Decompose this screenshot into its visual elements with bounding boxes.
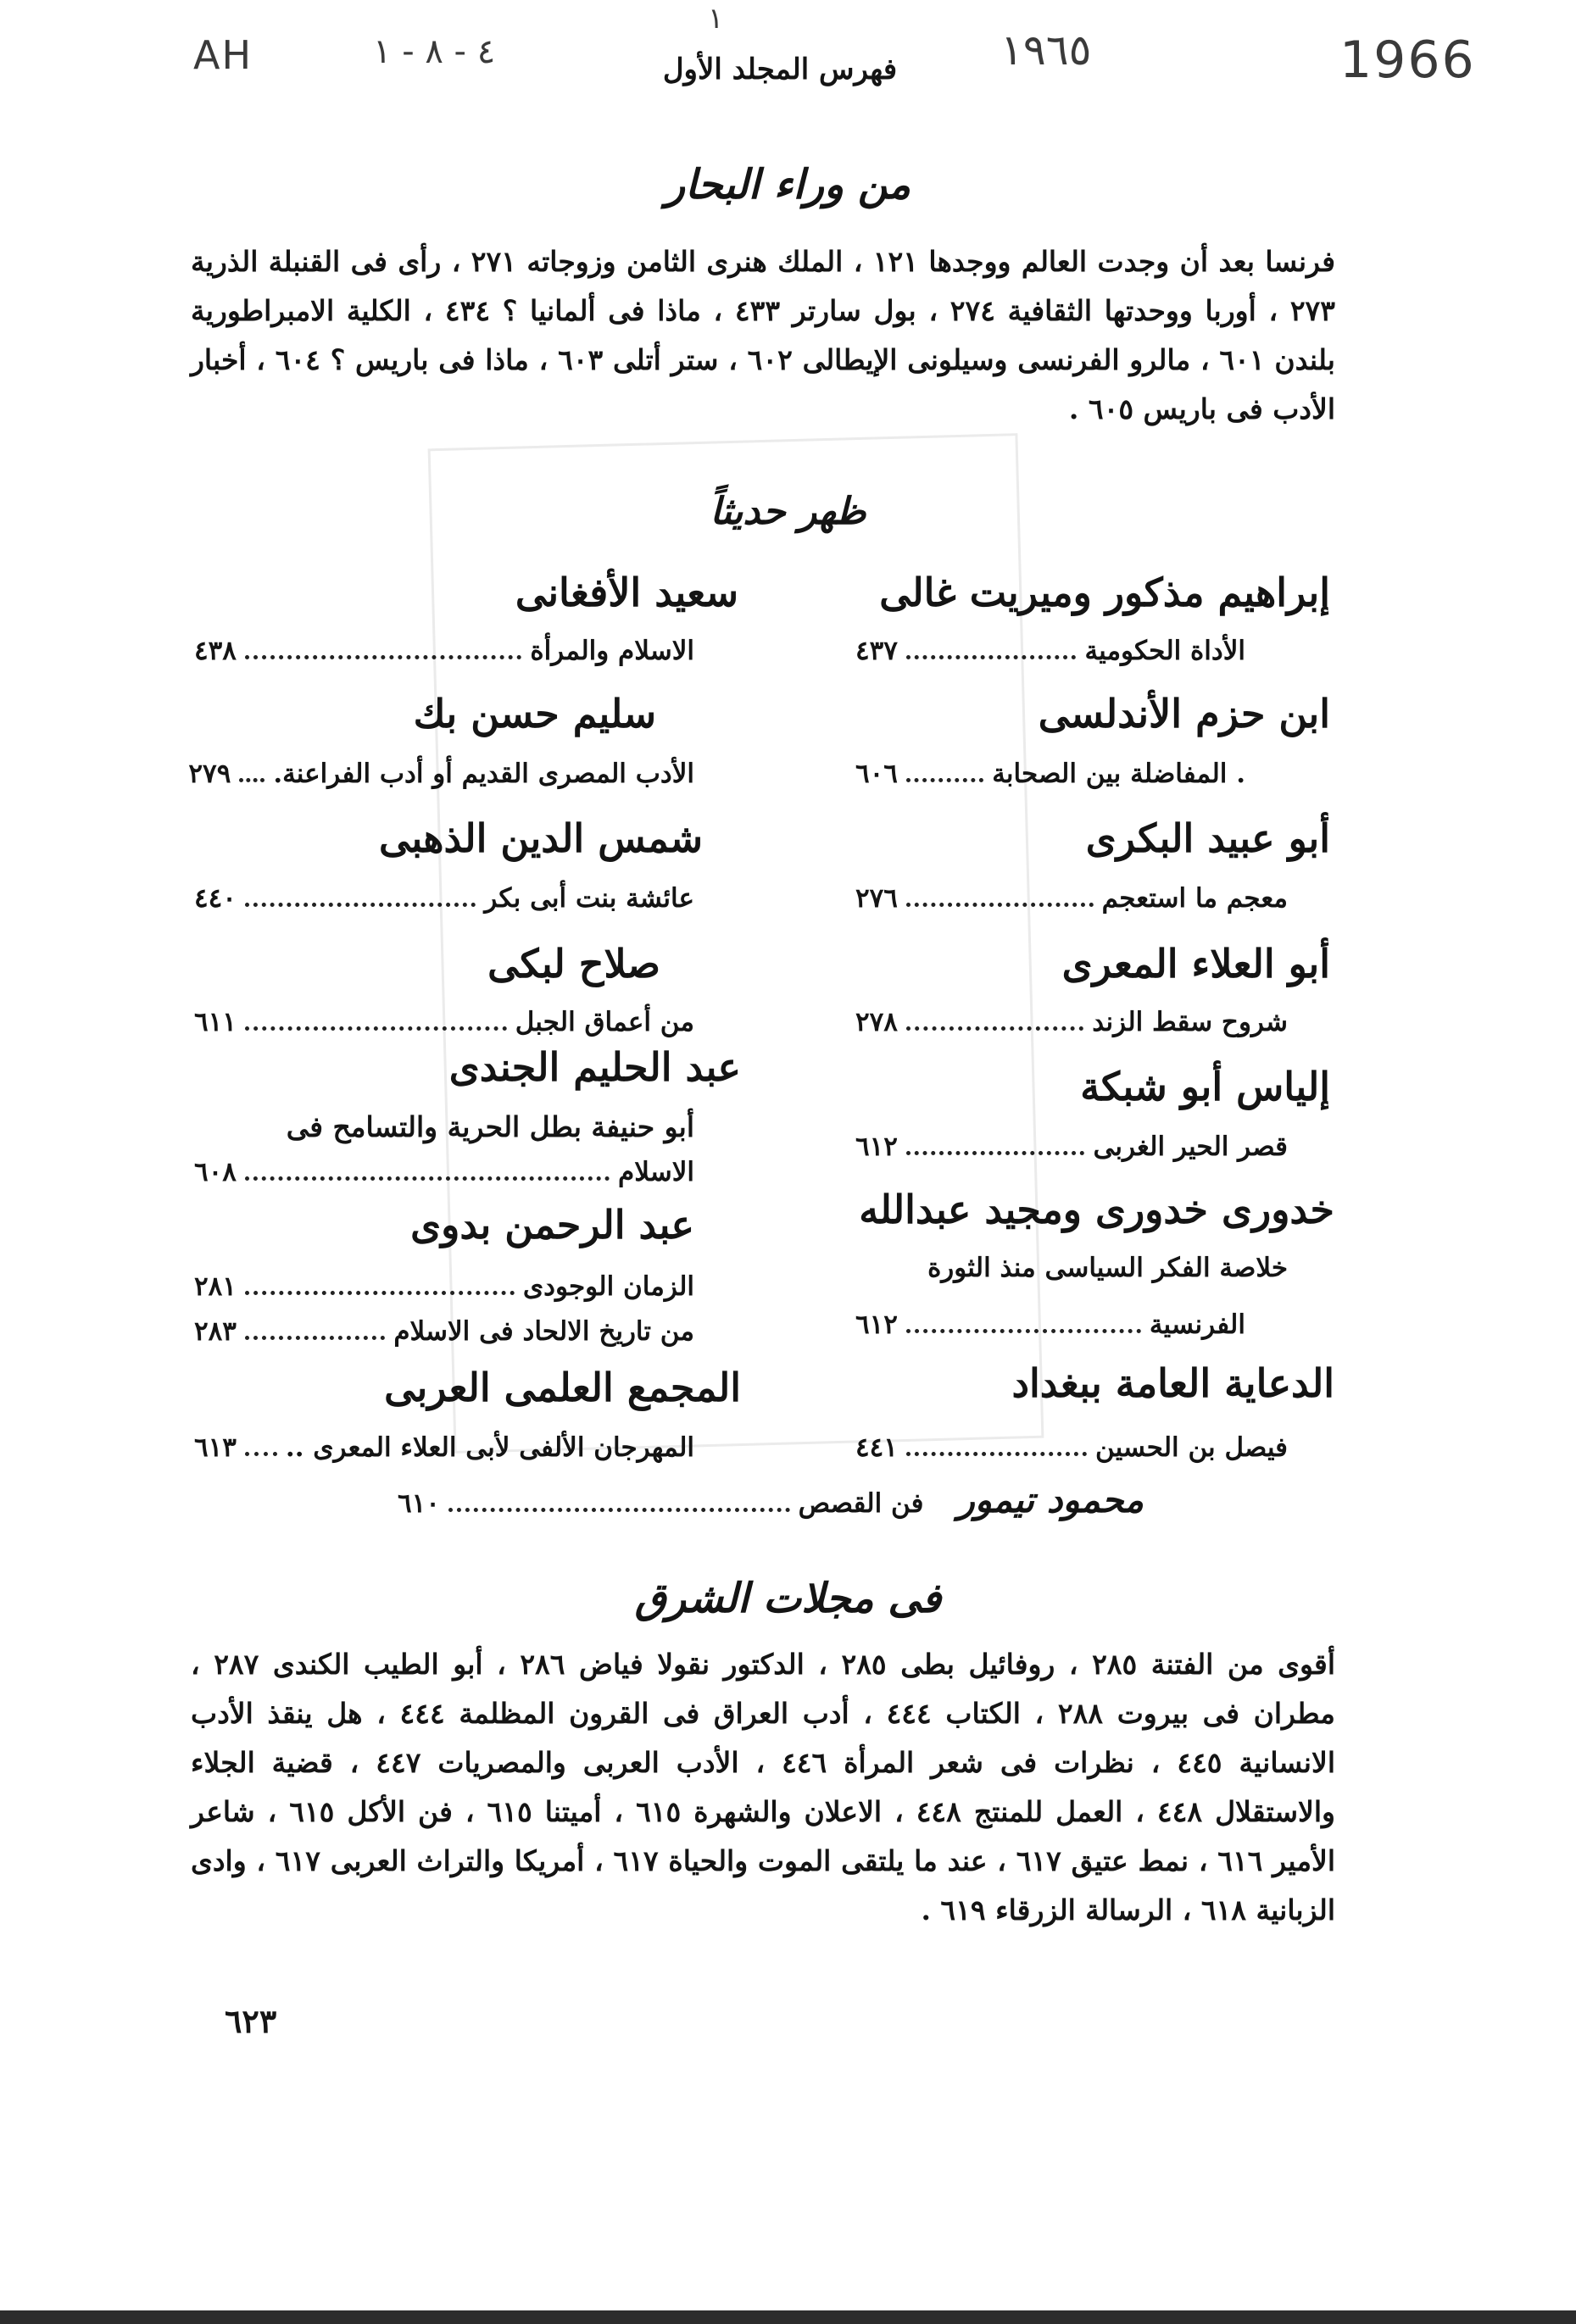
entry-title: . المفاضلة بين الصحابة	[992, 759, 1245, 789]
author-heading: ابن حزم الأندلسى	[1038, 691, 1330, 737]
running-header: فهرس المجلد الأول	[662, 53, 898, 86]
entry-page: ٦٠٨	[194, 1157, 237, 1187]
entry-page: ٤٣٧	[855, 636, 898, 666]
section-title-recent: ظهر حديثاً	[710, 490, 866, 533]
leader-dots	[906, 778, 983, 782]
leader-dots	[906, 1452, 1087, 1456]
book-entry	[855, 883, 1288, 914]
book-entry	[194, 1007, 694, 1037]
entry-page: ٦٠٦	[855, 759, 898, 789]
entry-page: ٦١٢	[855, 1131, 898, 1162]
section-title-beyond-seas: من وراء البحار	[665, 161, 911, 208]
leader-dots	[906, 1151, 1085, 1155]
book-entry	[855, 759, 1245, 789]
leader-dots	[245, 655, 521, 659]
leader-dots	[245, 1291, 515, 1295]
entry-page: ٢٧٨	[855, 1007, 898, 1037]
book-entry	[194, 883, 694, 914]
book-entry	[194, 1432, 694, 1463]
entry-title: فن القصص	[798, 1488, 924, 1519]
entry-title: شروح سقط الزند	[1092, 1007, 1288, 1037]
entry-page: ٢٧٦	[855, 883, 898, 914]
author-heading: أبو العلاء المعرى	[1061, 941, 1330, 987]
author-heading: إلياس أبو شبكة	[1080, 1064, 1330, 1109]
author-heading: سعيد الأفغانى	[515, 570, 738, 615]
entry-title: الأدب المصرى القديم أو أدب الفراعنة.	[273, 759, 694, 789]
leader-dots	[906, 655, 1077, 659]
author-heading: أبو عبيد البكرى	[1085, 815, 1330, 861]
book-entry	[188, 759, 694, 789]
book-entry	[855, 636, 1245, 666]
handwritten-mark: ١	[708, 2, 724, 36]
book-entry	[194, 1316, 694, 1347]
author-heading: إبراهيم مذكور وميريت غالى	[879, 570, 1330, 615]
leader-dots	[245, 1452, 277, 1456]
scan-edge	[0, 2310, 1576, 2324]
author-heading: المجمع العلمى العربى	[384, 1365, 741, 1410]
leader-dots	[245, 1026, 507, 1031]
author-heading: خدورى خدورى ومجيد عبدالله	[859, 1187, 1334, 1232]
entry-title: الفرنسية	[1149, 1309, 1245, 1340]
entry-page: ٤٤١	[855, 1432, 898, 1463]
entry-title: معجم ما استعجم	[1101, 883, 1288, 914]
entry-title: الأداة الحكومية	[1084, 636, 1245, 666]
book-entry-bottom	[398, 1479, 1144, 1521]
entry-title-line1: خلاصة الفكر السياسى منذ الثورة	[927, 1253, 1288, 1283]
entry-title-line1: أبو حنيفة بطل الحرية والتسامح فى	[286, 1110, 694, 1143]
author-heading: صلاح لبكى	[487, 941, 660, 987]
entry-title: فيصل بن الحسين	[1094, 1432, 1288, 1463]
author-heading: عبد الحليم الجندى	[448, 1044, 741, 1090]
handwritten-date: ٤ - ٨ - ١	[373, 32, 496, 71]
handwritten-year: 1966	[1339, 31, 1476, 90]
leader-dots	[245, 1336, 385, 1340]
book-entry	[194, 1271, 694, 1302]
entry-page: ٢٨١	[194, 1271, 237, 1302]
entry-title: المهرجان الألفى لأبى العلاء المعرى ..	[285, 1432, 694, 1463]
section-title-east-magazines: فى مجلات الشرق	[634, 1575, 942, 1622]
beyond-seas-paragraph: فرنسا بعد أن وجدت العالم ووجدها ١٢١ ، الملك هنرى الثامن وزوجاته ٢٧١ ، رأى فى القنبلة الذرية ٢٧٣ ، أوربا ووحدتها الثقافية ٢٧٤ ، بول سارتر ٤٣٣ ، ماذا فى ألمانيا ؟ ٤٣٤ ، الكلية الامبراطورية بلندن ٦٠١ ، مالرو الفرنسى وسيلونى الإيطالى ٦٠٢ ، ستر أتلى ٦٠٣ ، ماذا فى باريس ؟ ٦٠٤ ، أخبار الأدب فى باريس ٦٠٥ .	[191, 245, 1336, 425]
book-entry	[194, 1157, 694, 1187]
entry-title: الاسلام	[618, 1157, 694, 1187]
entry-page: ٦١٣	[194, 1432, 237, 1463]
entry-title: الزمان الوجودى	[522, 1271, 694, 1302]
leader-dots	[245, 903, 476, 907]
entry-page: ٦١٢	[855, 1309, 898, 1340]
author-heading: الدعاية العامة ببغداد	[1011, 1360, 1334, 1406]
leader-dots	[906, 903, 1094, 907]
author-heading: سليم حسن بك	[413, 691, 656, 737]
handwritten-code: AH	[193, 32, 253, 78]
page-number: ٦٢٣	[225, 2002, 277, 2040]
handwritten-year-arabic: ١٩٦٥	[1000, 25, 1092, 75]
entry-author: محمود تيمور	[957, 1479, 1144, 1521]
leader-dots	[906, 1329, 1141, 1333]
entry-title: الاسلام والمرأة	[530, 636, 694, 666]
entry-page: ٤٤٠	[194, 883, 237, 914]
book-entry	[855, 1432, 1288, 1463]
entry-title: من تاريخ الالحاد فى الاسلام	[393, 1316, 694, 1347]
entry-title: عائشة بنت أبى بكر	[484, 883, 694, 914]
book-entry	[855, 1007, 1288, 1037]
book-entry	[194, 636, 694, 666]
east-magazines-paragraph: أقوى من الفتنة ٢٨٥ ، روفائيل بطى ٢٨٥ ، الدكتور نقولا فياض ٢٨٦ ، أبو الطيب الكندى ٢٨٧ ، مطران فى بيروت ٢٨٨ ، الكتاب ٤٤٤ ، أدب العراق فى القرون المظلمة ٤٤٤ ، هل ينقذ الأدب الانسانية ٤٤٥ ، نظرات فى شعر المرأة ٤٤٦ ، الأدب العربى والمصريات ٤٤٧ ، قضية الجلاء والاستقلال ٤٤٨ ، العمل للمنتج ٤٤٨ ، الاعلان والشهرة ٦١٥ ، أميتنا ٦١٥ ، فن الأكل ٦١٥ ، شاعر الأمير ٦١٦ ، نمط عتيق ٦١٧ ، عند ما يلتقى الموت والحياة ٦١٧ ، أمريكا والتراث العربى ٦١٧ ، وادى الزبانية ٦١٨ ، الرسالة الزرقاء ٦١٩ .	[191, 1648, 1335, 1926]
leader-dots	[448, 1508, 790, 1512]
leader-dots	[906, 1026, 1083, 1031]
author-heading: عبد الرحمن بدوى	[410, 1202, 694, 1248]
author-heading: شمس الدين الذهبى	[379, 815, 703, 861]
entry-page: ٦١١	[194, 1007, 237, 1037]
book-entry	[855, 1131, 1288, 1162]
entry-title: قصر الحير الغربى	[1093, 1131, 1288, 1162]
entry-page: ٢٨٣	[194, 1316, 237, 1347]
book-entry	[855, 1309, 1245, 1340]
entry-page: ٢٧٩	[188, 759, 231, 789]
entry-page: ٤٣٨	[194, 636, 237, 666]
leader-dots	[245, 1176, 610, 1181]
leader-dots	[239, 778, 265, 782]
entry-page: ٦١٠	[398, 1488, 440, 1519]
entry-title: من أعماق الجبل	[515, 1007, 694, 1037]
